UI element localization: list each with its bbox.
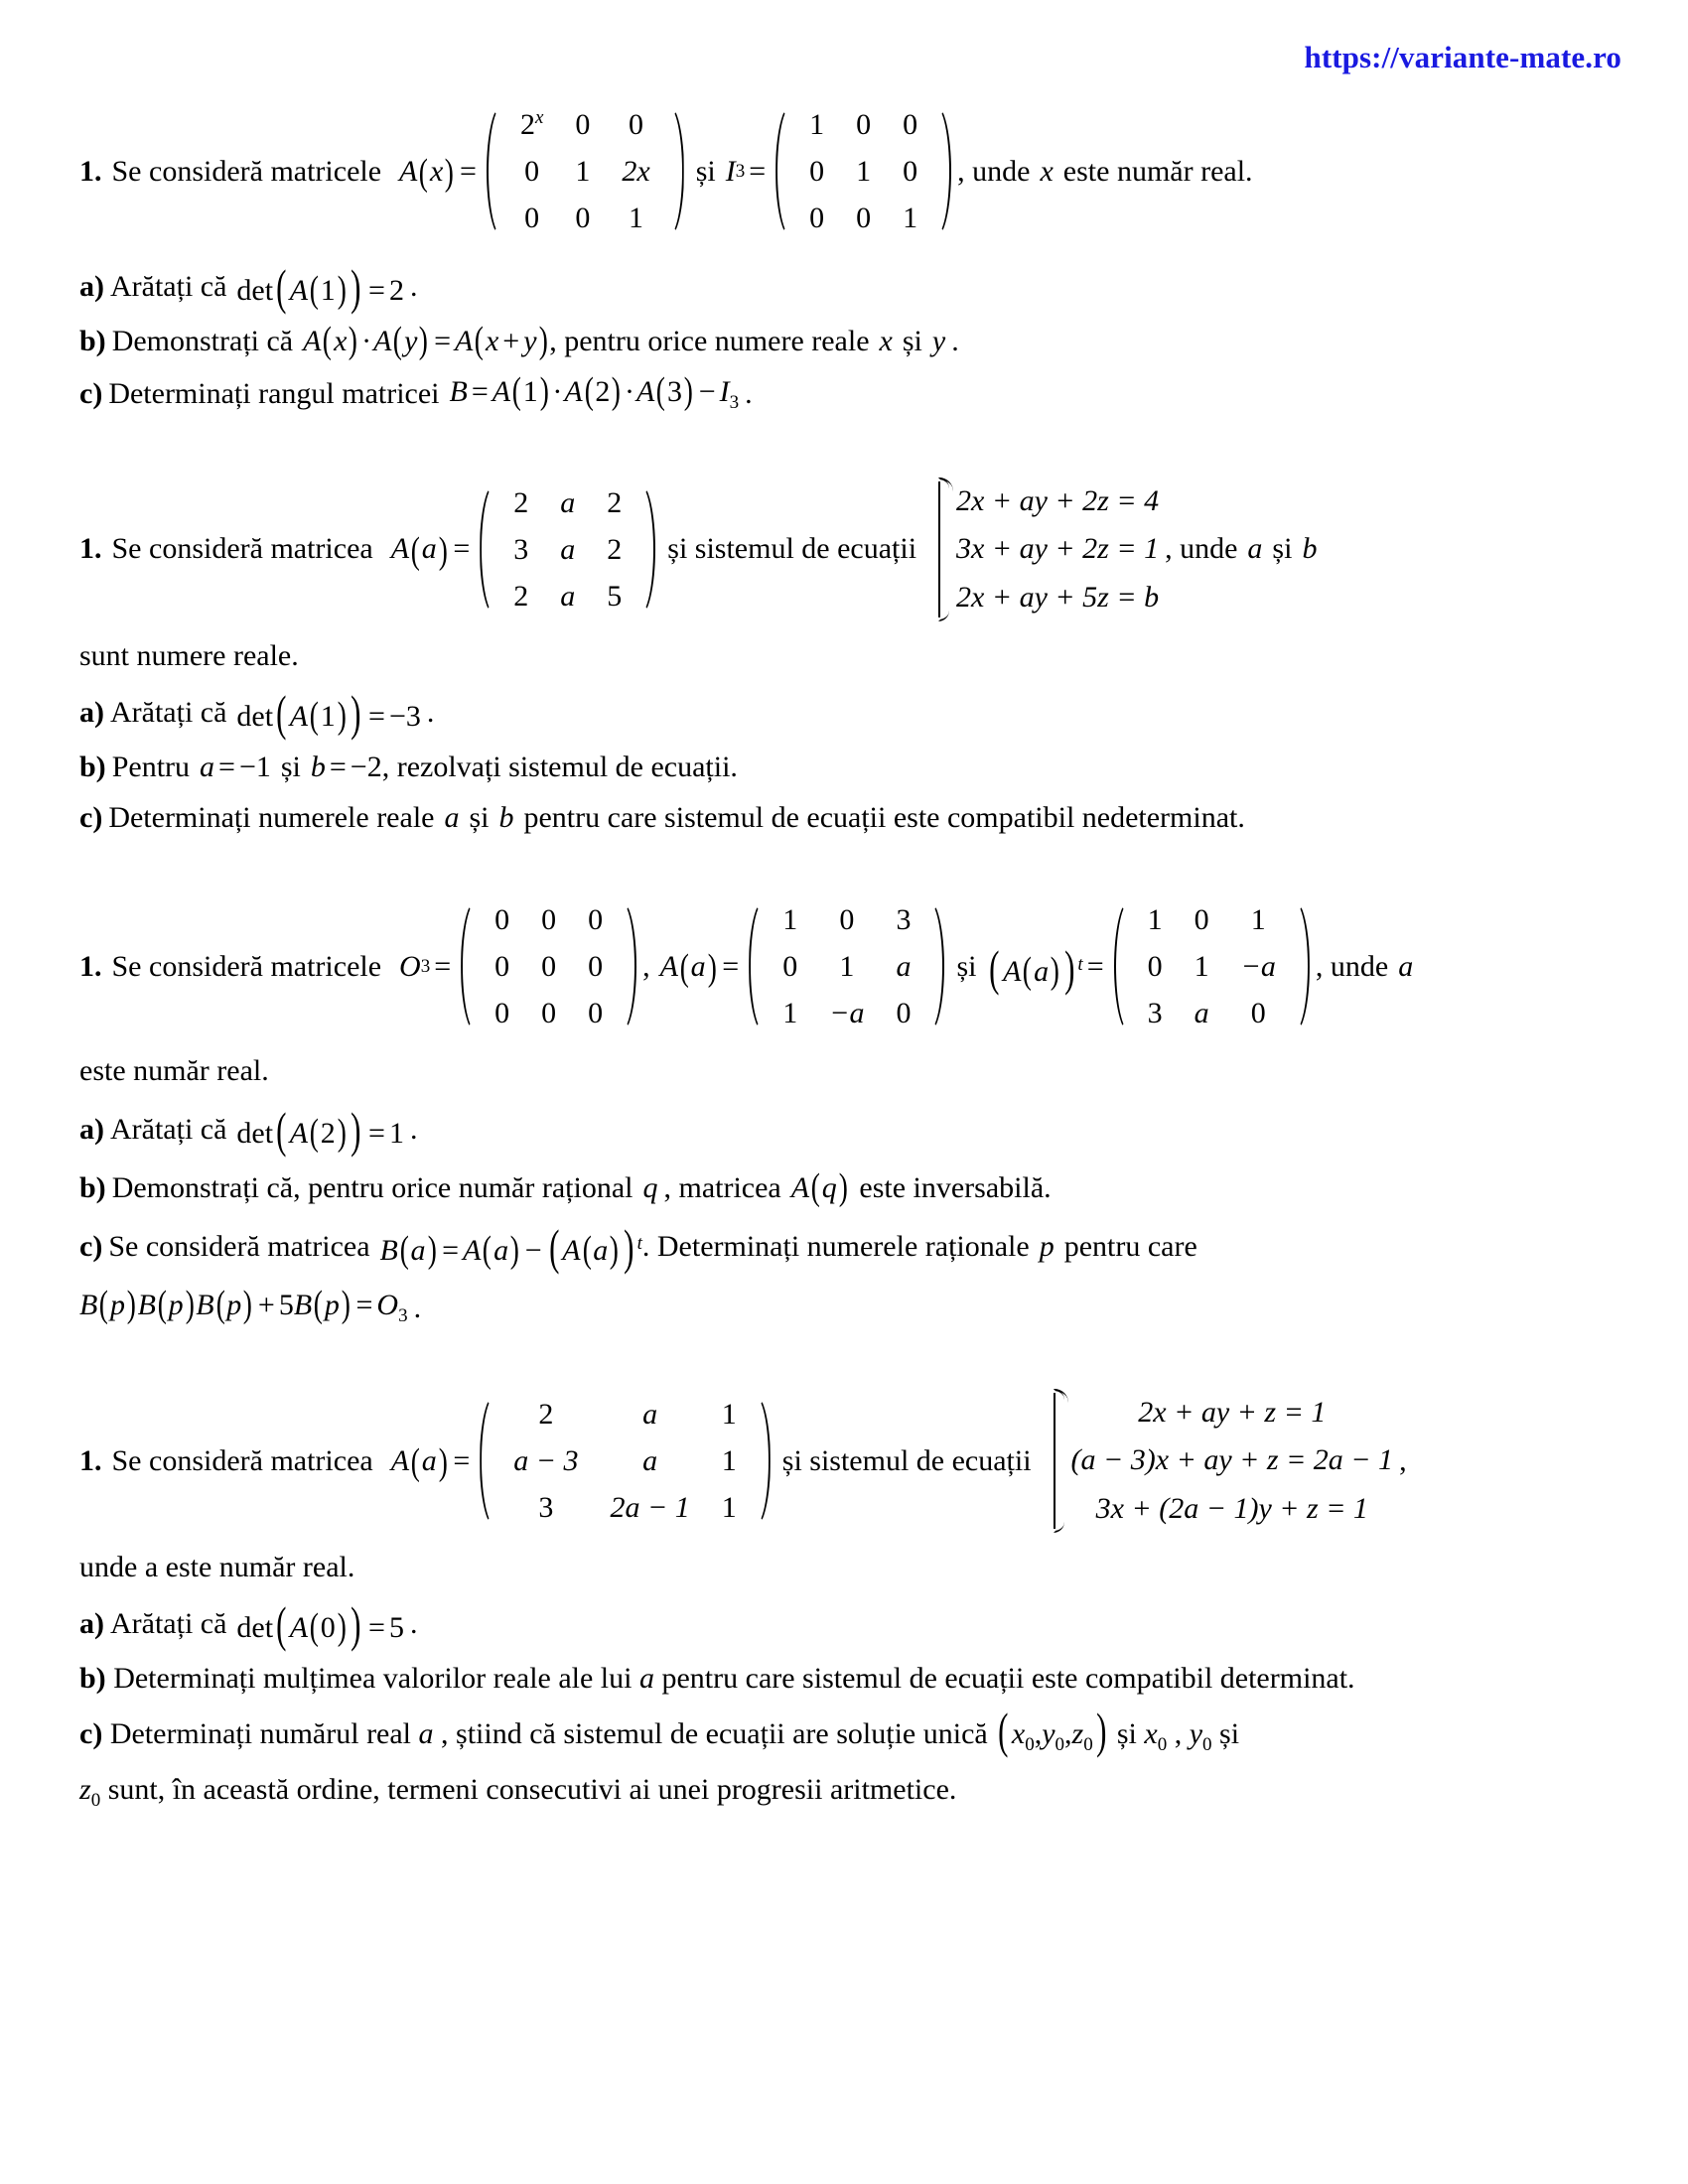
cell: 1 bbox=[856, 155, 872, 188]
period: . bbox=[426, 696, 435, 730]
matrix-a-arg: a bbox=[421, 1443, 437, 1477]
item-tag: c) bbox=[79, 1230, 103, 1264]
problem-4-item-c bbox=[79, 1702, 1549, 1759]
matrix-a-label: A bbox=[659, 949, 678, 983]
matrix-row bbox=[767, 943, 926, 990]
cell: a bbox=[1194, 997, 1209, 1030]
cell: 0 bbox=[839, 903, 855, 937]
item-tag: b) bbox=[79, 325, 106, 357]
problem-4 bbox=[79, 1389, 1633, 1815]
brace-left bbox=[1048, 1389, 1067, 1534]
matrix-row bbox=[767, 896, 926, 943]
item-text-3: pentru care bbox=[1063, 1230, 1197, 1264]
site-url-link[interactable]: https://variante-mate.ro bbox=[1304, 40, 1621, 74]
item-tag: b) bbox=[79, 1662, 106, 1696]
item-text: Pentru bbox=[111, 751, 191, 784]
problem-1-number: 1. bbox=[79, 154, 102, 188]
problem-4-item-a bbox=[79, 1596, 1633, 1653]
cell: 0 bbox=[809, 202, 825, 234]
item-tag: c) bbox=[79, 377, 103, 411]
paren-right bbox=[755, 1391, 773, 1531]
paren-right bbox=[935, 101, 953, 241]
item-tag: a) bbox=[79, 1607, 104, 1641]
cell: 0 bbox=[856, 108, 872, 141]
paren-left bbox=[478, 1391, 495, 1531]
matrix-row bbox=[497, 1437, 753, 1484]
cell: 1 bbox=[721, 1444, 737, 1478]
item-text-2: pentru care sistemul de ecuații este compatibil nedeterminat. bbox=[523, 801, 1245, 835]
matrix-row bbox=[793, 101, 933, 148]
cell: 0 bbox=[575, 202, 591, 234]
cell: 0 bbox=[494, 950, 510, 984]
cell: a bbox=[560, 485, 576, 519]
item-text: Arătați că bbox=[110, 270, 227, 303]
cell: 0 bbox=[782, 950, 798, 984]
matrix-row bbox=[497, 1391, 753, 1437]
problem-4-number: 1. bbox=[79, 1443, 102, 1477]
cell: 0 bbox=[1250, 997, 1266, 1030]
problem-1 bbox=[79, 101, 1633, 416]
paren-left bbox=[1112, 896, 1130, 1036]
cell: 0 bbox=[1147, 950, 1163, 984]
item-tag: c) bbox=[79, 801, 103, 835]
problem-3-item-b bbox=[79, 1168, 1633, 1207]
cell: 2 bbox=[513, 485, 529, 519]
paren-left bbox=[747, 896, 765, 1036]
tail-vars: a și b bbox=[1247, 532, 1318, 566]
matrix-row bbox=[1132, 943, 1292, 990]
cell: 0 bbox=[588, 903, 604, 937]
matrix-row bbox=[497, 479, 637, 526]
matrix-row: 2$^x$ 0 0 bbox=[504, 101, 666, 148]
item-tag: a) bbox=[79, 270, 104, 303]
cell: 2 bbox=[513, 579, 529, 613]
item-var: q bbox=[642, 1171, 658, 1205]
equation: 2x + ay + z = 1 bbox=[1138, 1395, 1327, 1429]
tail-var: x bbox=[1040, 154, 1054, 188]
zero-matrix-sub: 3 bbox=[420, 955, 431, 977]
cell: 0 bbox=[896, 997, 912, 1030]
cell: 2x bbox=[622, 155, 650, 188]
cell: 0 bbox=[856, 202, 872, 234]
problem-1-item-a bbox=[79, 259, 1633, 315]
item-text-2: . Determinați numerele raționale bbox=[641, 1230, 1030, 1264]
item-text: Demonstrați că, pentru orice număr rațional bbox=[111, 1171, 633, 1205]
item-text-2: , știind că sistemul de ecuații are soluție unică bbox=[441, 1716, 988, 1750]
paren-left bbox=[478, 479, 495, 619]
problem-2 bbox=[79, 478, 1633, 838]
item-text: Demonstrați că bbox=[111, 325, 294, 357]
identity-matrix bbox=[774, 101, 953, 241]
cell: 0 bbox=[541, 903, 557, 937]
item-formula: A(x) ·A(y) = A(x + y) bbox=[303, 320, 548, 361]
problem-2-second-line: sunt numere reale. bbox=[79, 639, 299, 673]
item-var: a bbox=[638, 1662, 654, 1696]
matrix-a-arg: a bbox=[690, 949, 706, 983]
problem-1-intro: Se consideră matricele bbox=[111, 154, 382, 188]
cell: 1 bbox=[575, 155, 591, 188]
period: . bbox=[413, 1291, 422, 1324]
item-tag: a) bbox=[79, 1113, 104, 1147]
period: . bbox=[951, 325, 959, 357]
matrix-a-4 bbox=[478, 1391, 773, 1531]
equation: 2x + ay + 5z = b bbox=[956, 580, 1160, 614]
system-2 bbox=[932, 478, 1159, 622]
problem-1-item-c bbox=[79, 372, 1633, 416]
matrix-row bbox=[504, 195, 666, 241]
system-equation bbox=[1071, 1485, 1394, 1534]
item-tag: a) bbox=[79, 696, 104, 730]
cell: 0 bbox=[1194, 903, 1209, 937]
cell: a bbox=[560, 532, 576, 566]
cell: 2a − 1 bbox=[610, 1491, 690, 1525]
item-formula-2: ( $x_0,y_0,z_0$) bbox=[998, 1702, 1107, 1758]
cell: 1 bbox=[721, 1491, 737, 1525]
cell: 1 bbox=[782, 997, 798, 1030]
cell: a − 3 bbox=[513, 1444, 579, 1478]
cell: 1 bbox=[809, 108, 825, 141]
conjunction: și bbox=[956, 949, 977, 983]
zero-matrix-label: O bbox=[399, 949, 421, 983]
cell: 3 bbox=[513, 532, 529, 566]
matrix-row bbox=[1132, 896, 1292, 943]
problem-3-item-c-formula-line bbox=[79, 1286, 1633, 1329]
item-var-p: p bbox=[1039, 1230, 1055, 1264]
paren-left bbox=[459, 896, 477, 1036]
equation: 2x + ay + 2z = 4 bbox=[956, 483, 1160, 517]
problem-3-intro: Se consideră matricele bbox=[111, 949, 382, 983]
tail-text: , unde bbox=[1315, 949, 1389, 983]
item-text-3: și bbox=[1116, 1716, 1137, 1750]
problem-4-item-b bbox=[79, 1657, 1549, 1701]
item-text: Determinați rangul matricei bbox=[108, 377, 440, 411]
cell: a bbox=[642, 1444, 658, 1478]
identity-label: I bbox=[725, 154, 736, 188]
problem-4-item-c-cont bbox=[79, 1768, 1549, 1815]
item-var: a bbox=[418, 1716, 434, 1750]
period: . bbox=[409, 270, 418, 303]
problem-2-item-c bbox=[79, 798, 1633, 837]
problem-4-intro: Se consideră matricea bbox=[111, 1443, 373, 1477]
conjunction: și sistemul de ecuații bbox=[781, 1443, 1032, 1477]
cell: 0 bbox=[494, 903, 510, 937]
cell: 3 bbox=[896, 903, 912, 937]
system-equation bbox=[1071, 1436, 1394, 1485]
problem-2-item-b bbox=[79, 748, 1633, 786]
matrix-row bbox=[479, 943, 619, 990]
problem-4-second-line: unde a este număr real. bbox=[79, 1551, 355, 1584]
cell: 3 bbox=[538, 1491, 554, 1525]
matrix-row bbox=[767, 990, 926, 1036]
paren-right bbox=[621, 896, 638, 1036]
system-equation bbox=[956, 525, 1159, 574]
matrix-a-arg: a bbox=[421, 532, 437, 566]
equation: 3x + ay + 2z = 1 bbox=[956, 532, 1160, 566]
problem-3-item-c bbox=[79, 1219, 1633, 1276]
conjunction: și bbox=[695, 154, 716, 188]
item-text-2: pentru care sistemul de ecuații este compatibil determinat. bbox=[661, 1662, 1355, 1696]
matrix-a-2 bbox=[478, 479, 657, 619]
cell: 1 bbox=[1147, 903, 1163, 937]
cell: 0 bbox=[494, 997, 510, 1030]
zero-matrix bbox=[459, 896, 638, 1036]
period: . bbox=[409, 1607, 418, 1641]
cell: 0 bbox=[541, 997, 557, 1030]
transpose-exp: t bbox=[1077, 954, 1083, 976]
exponent-x: x bbox=[534, 107, 544, 128]
problem-4-statement: 1. Se consideră matricea A ( a ) = 2 a 1 a − 3 a 1 3 2a − 1 1 și sistemul de ecuații 2x + ay + z = 1 (a − 3)x + ay + z = 2a − 1 3x + (2a − 1)y + z = 1 , bbox=[79, 1389, 1633, 1534]
cell: a bbox=[642, 1398, 658, 1432]
paren-right bbox=[1294, 896, 1312, 1036]
item-text: Determinați numărul real bbox=[109, 1716, 412, 1750]
cell: 0 bbox=[575, 108, 591, 141]
tail-var: a bbox=[1398, 949, 1414, 983]
cell: 0 bbox=[588, 950, 604, 984]
matrix-a-label: A bbox=[399, 154, 418, 188]
item-vars: x și y bbox=[879, 325, 946, 357]
cell: 0 bbox=[629, 108, 644, 141]
item-text: Arătați că bbox=[110, 1607, 227, 1641]
cell: 1 bbox=[839, 950, 855, 984]
item-formula: det( A(2)) = 1 bbox=[236, 1102, 404, 1159]
system-equation bbox=[956, 574, 1159, 622]
problem-2-number: 1. bbox=[79, 532, 102, 566]
brace-left bbox=[932, 478, 952, 622]
cell: 0 bbox=[903, 108, 918, 141]
problem-3-second-line: este număr real. bbox=[79, 1054, 269, 1088]
cell: 1 bbox=[782, 903, 798, 937]
cell: 0 bbox=[524, 202, 540, 234]
matrix-a-arg: x bbox=[430, 154, 444, 188]
paren-right bbox=[668, 101, 686, 241]
problem-2-intro: Se consideră matricea bbox=[111, 532, 373, 566]
item-text: Se consideră matricea bbox=[108, 1230, 370, 1264]
cell: 1 bbox=[1194, 950, 1209, 984]
matrix-row bbox=[497, 1484, 753, 1531]
matrix-row bbox=[479, 896, 619, 943]
item-text-3: este inversabilă. bbox=[859, 1171, 1052, 1205]
system-equation bbox=[1071, 1389, 1394, 1437]
cell: a bbox=[896, 950, 912, 984]
item-formula: det( A(1)) = 2 bbox=[236, 259, 404, 315]
cell: 5 bbox=[607, 579, 623, 613]
cell: 2 bbox=[607, 485, 623, 519]
item-formula: det( A(0)) = 5 bbox=[236, 1596, 404, 1653]
matrix-a-label: A bbox=[390, 1443, 410, 1477]
var-z0: $z_0$ bbox=[79, 1773, 101, 1812]
item-tag: c) bbox=[79, 1716, 103, 1750]
cell: 0 bbox=[903, 155, 918, 188]
cell: a bbox=[560, 579, 576, 613]
tail-text: , bbox=[1399, 1443, 1407, 1477]
problem-2-statement: 1. Se consideră matricea A ( a ) = 2 a 2 3 a 2 2 a 5 și sistemul de ecuații 2x + ay + 2z = 4 3x + ay + 2z = 1 2x + ay + 5z = b , unde a și b bbox=[79, 478, 1633, 622]
matrix-row bbox=[793, 148, 933, 195]
item-text-2: , matricea bbox=[663, 1171, 781, 1205]
item-text: Determinați mulțimea valorilor reale ale lui bbox=[113, 1662, 633, 1696]
matrix-row bbox=[793, 195, 933, 241]
matrix-row bbox=[1132, 990, 1292, 1036]
cell: 1 bbox=[1250, 903, 1266, 937]
item-formula: B(a) = A(a) − ( A(a)) $^t$ bbox=[379, 1219, 642, 1276]
matrix-a-label: A bbox=[390, 532, 410, 566]
matrix-row bbox=[497, 573, 637, 619]
item-formula-2: $B(p)B(p)B(p) + 5B(p) = O_3$ bbox=[79, 1284, 408, 1327]
period: . bbox=[409, 1113, 418, 1147]
transpose-matrix bbox=[1112, 896, 1312, 1036]
equation: 3x + (2a − 1)y + z = 1 bbox=[1095, 1491, 1368, 1525]
item-formula: a = −1 și b = −2 bbox=[200, 751, 382, 784]
problem-3-number: 1. bbox=[79, 949, 102, 983]
item-text: Arătați că bbox=[110, 696, 227, 730]
system-equation bbox=[956, 478, 1159, 526]
item-tag: b) bbox=[79, 751, 106, 784]
paren-left bbox=[485, 101, 502, 241]
problem-3-statement: 1. Se consideră matricele O 3 = 0 0 0 0 0 0 0 0 0 , A ( a ) = 1 0 3 0 1 a 1 −a 0 și ( A(a)) $^t$ = 1 0 1 0 1 −a 3 a 0 , unde a bbox=[79, 896, 1633, 1036]
matrix-row bbox=[504, 148, 666, 195]
item-vars: $x_0$ , $y_0$ și bbox=[1144, 1716, 1240, 1755]
problem-3 bbox=[79, 896, 1633, 1329]
item-text: Arătați că bbox=[110, 1113, 227, 1147]
item-vars: a și b bbox=[444, 801, 514, 835]
cell: 1 bbox=[721, 1398, 737, 1432]
cell: 0 bbox=[588, 997, 604, 1030]
matrix-a-1 bbox=[485, 101, 686, 241]
paren-right bbox=[639, 479, 657, 619]
tail-end: este număr real. bbox=[1062, 154, 1253, 188]
cell: 0 bbox=[809, 155, 825, 188]
matrix-row bbox=[479, 990, 619, 1036]
cell: −a bbox=[829, 997, 865, 1030]
item-text-4: sunt, în această ordine, termeni consecutivi ai unei progresii aritmetice. bbox=[107, 1773, 957, 1807]
item-text: Determinați numerele reale bbox=[108, 801, 435, 835]
cell: 2 bbox=[607, 532, 623, 566]
comma: , bbox=[642, 949, 650, 983]
cell: 2 bbox=[538, 1398, 554, 1432]
cell: −a bbox=[1240, 950, 1276, 984]
item-formula: det( A(1)) = −3 bbox=[236, 685, 421, 742]
tail-text: , unde bbox=[1165, 532, 1238, 566]
item-formula-2: A(q) bbox=[790, 1166, 848, 1209]
problem-1-statement: 1. Se consideră matricele A ( x ) = $2^x$ 0 0 0 1 2x 0 0 1 și I 3 = 1 0 0 0 1 0 0 0 1 , unde x este număr real. bbox=[79, 101, 1633, 241]
equation: (a − 3)x + ay + z = 2a − 1 bbox=[1070, 1443, 1394, 1477]
item-tag: b) bbox=[79, 1171, 106, 1205]
tail-text: , unde bbox=[957, 154, 1031, 188]
cell: 0 bbox=[524, 155, 540, 188]
problem-3-item-a bbox=[79, 1102, 1633, 1159]
page-header bbox=[79, 40, 1633, 95]
matrix-row bbox=[497, 526, 637, 573]
problem-2-item-a bbox=[79, 685, 1633, 742]
transpose-label: ( A(a)) $^t$ bbox=[989, 940, 1083, 997]
matrix-a-3 bbox=[747, 896, 946, 1036]
period: . bbox=[745, 377, 753, 411]
cell: 3 bbox=[1147, 997, 1163, 1030]
paren-left bbox=[774, 101, 791, 241]
cell: 0 bbox=[541, 950, 557, 984]
identity-sub: 3 bbox=[735, 160, 746, 182]
cell: 1 bbox=[903, 202, 918, 234]
item-formula: $B = A(1) \cdot A(2) \cdot A(3) - I_3$ bbox=[449, 370, 740, 413]
system-4 bbox=[1048, 1389, 1394, 1534]
item-text-2: , pentru orice numere reale bbox=[549, 325, 870, 357]
problem-1-item-b bbox=[79, 322, 1633, 360]
cell: 1 bbox=[629, 202, 644, 234]
paren-right bbox=[928, 896, 946, 1036]
item-text-2: , rezolvați sistemul de ecuații. bbox=[381, 751, 738, 784]
conjunction: și sistemul de ecuații bbox=[667, 532, 917, 566]
